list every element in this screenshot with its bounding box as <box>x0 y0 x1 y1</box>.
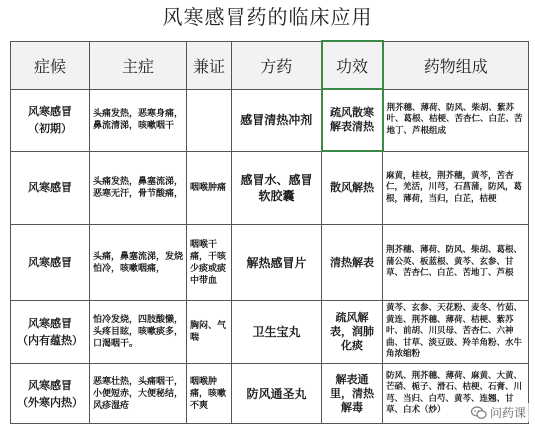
syndrome-cell: 风寒感冒 （内有蕴热） <box>11 301 90 364</box>
chat-bubble-icon <box>471 406 487 420</box>
prescription-cell: 解热感冒片 <box>232 225 322 301</box>
header-prescription: 方药 <box>232 41 322 89</box>
accompanying-cell: 咽喉肿痛 <box>187 151 232 225</box>
syndrome-cell: 风寒感冒 <box>11 151 90 225</box>
effect-cell: 疏风解表，润肺化痰 <box>322 301 383 364</box>
page-title: 风寒感冒药的临床应用 <box>162 5 373 29</box>
composition-cell: 防风、荆芥穗、薄荷、麻黄、大黄、芒硝、栀子、滑石、桔梗、石膏、川芎、当归、白芍、黄芩、连翘、甘草、白术（炒） <box>383 364 529 424</box>
table-row <box>11 301 529 364</box>
effect-cell: 解表通里，清热解毒 <box>322 364 383 424</box>
header-accompanying: 兼证 <box>187 41 232 89</box>
composition-cell: 荆芥穗、薄荷、防风、柴胡、紫苏叶、葛根、桔梗、苦杏仁、白芷、苦地丁、芦根组成 <box>383 89 529 151</box>
header-syndrome: 症候 <box>11 41 90 89</box>
prescription-cell: 感冒清热冲剂 <box>232 89 322 151</box>
prescription-cell: 感冒水、感冒软胶囊 <box>232 151 322 225</box>
effect-cell: 清热解表 <box>322 225 383 301</box>
main-symptom-cell: 头痛发热，恶寒身痛，鼻流清涕，咳嗽咽干 <box>90 89 187 151</box>
main-symptom-cell: 恶寒壮热，头痛咽干，小便短赤，大便秘结，风疹湿疮 <box>90 364 187 424</box>
composition-cell: 黄芩、玄参、天花粉、麦冬、竹茹、黄连、荆芥穗、薄荷、桔梗、紫苏叶、前胡、川贝母、苦杏仁、六神曲、甘草、淡豆豉、羚羊角粉、水牛角浓缩粉 <box>383 301 529 364</box>
main-symptom-cell: 头痛发热，鼻塞流涕，恶寒无汗，骨节酸痛， <box>90 151 187 225</box>
accompanying-cell: 胸闷、气喘 <box>187 301 232 364</box>
prescription-cell: 防风通圣丸 <box>232 364 322 424</box>
prescription-cell: 卫生宝丸 <box>232 301 322 364</box>
header-composition: 药物组成 <box>383 41 529 89</box>
accompanying-cell <box>187 89 232 151</box>
table-row <box>11 151 529 225</box>
effect-cell: 疏风散寒 解表清热 <box>322 89 383 151</box>
accompanying-cell: 咽喉干痛，干咳少痰或痰中带血 <box>187 225 232 301</box>
watermark-text: 问药课 <box>489 406 526 420</box>
header-effect: 功效 <box>322 41 383 89</box>
main-symptom-cell: 怕冷发烧，四肢酸懒，头疼目眩，咳嗽痰多，口渴咽干。 <box>90 301 187 364</box>
syndrome-cell: 风寒感冒 （外寒内热） <box>11 364 90 424</box>
header-main-symptom: 主症 <box>90 41 187 89</box>
header-row <box>11 41 529 89</box>
effect-cell: 散风解热 <box>322 151 383 225</box>
main-symptom-cell: 头痛，鼻塞流涕，发烧怕冷，咳嗽咽痛， <box>90 225 187 301</box>
composition-cell: 麻黄，桂枝，荆芥穗，黄芩，苦杏仁，羌活，川芎，石菖蒲，防风，葛根，薄荷，当归，白芷，桔梗 <box>383 151 529 225</box>
accompanying-cell: 咽喉肿痛，咳嗽不爽 <box>187 364 232 424</box>
table-row <box>11 225 529 301</box>
composition-cell: 荆芥穗、薄荷、防风、柴胡、葛根、蒲公英、板蓝根、黄芩、玄参、甘草、苦杏仁、白芷、苦地丁、芦根 <box>383 225 529 301</box>
table-row <box>11 364 529 424</box>
syndrome-cell: 风寒感冒 <box>11 225 90 301</box>
table-row <box>11 89 529 151</box>
clinical-table <box>10 40 529 424</box>
watermark <box>468 403 529 422</box>
syndrome-cell: 风寒感冒 （初期） <box>11 89 90 151</box>
